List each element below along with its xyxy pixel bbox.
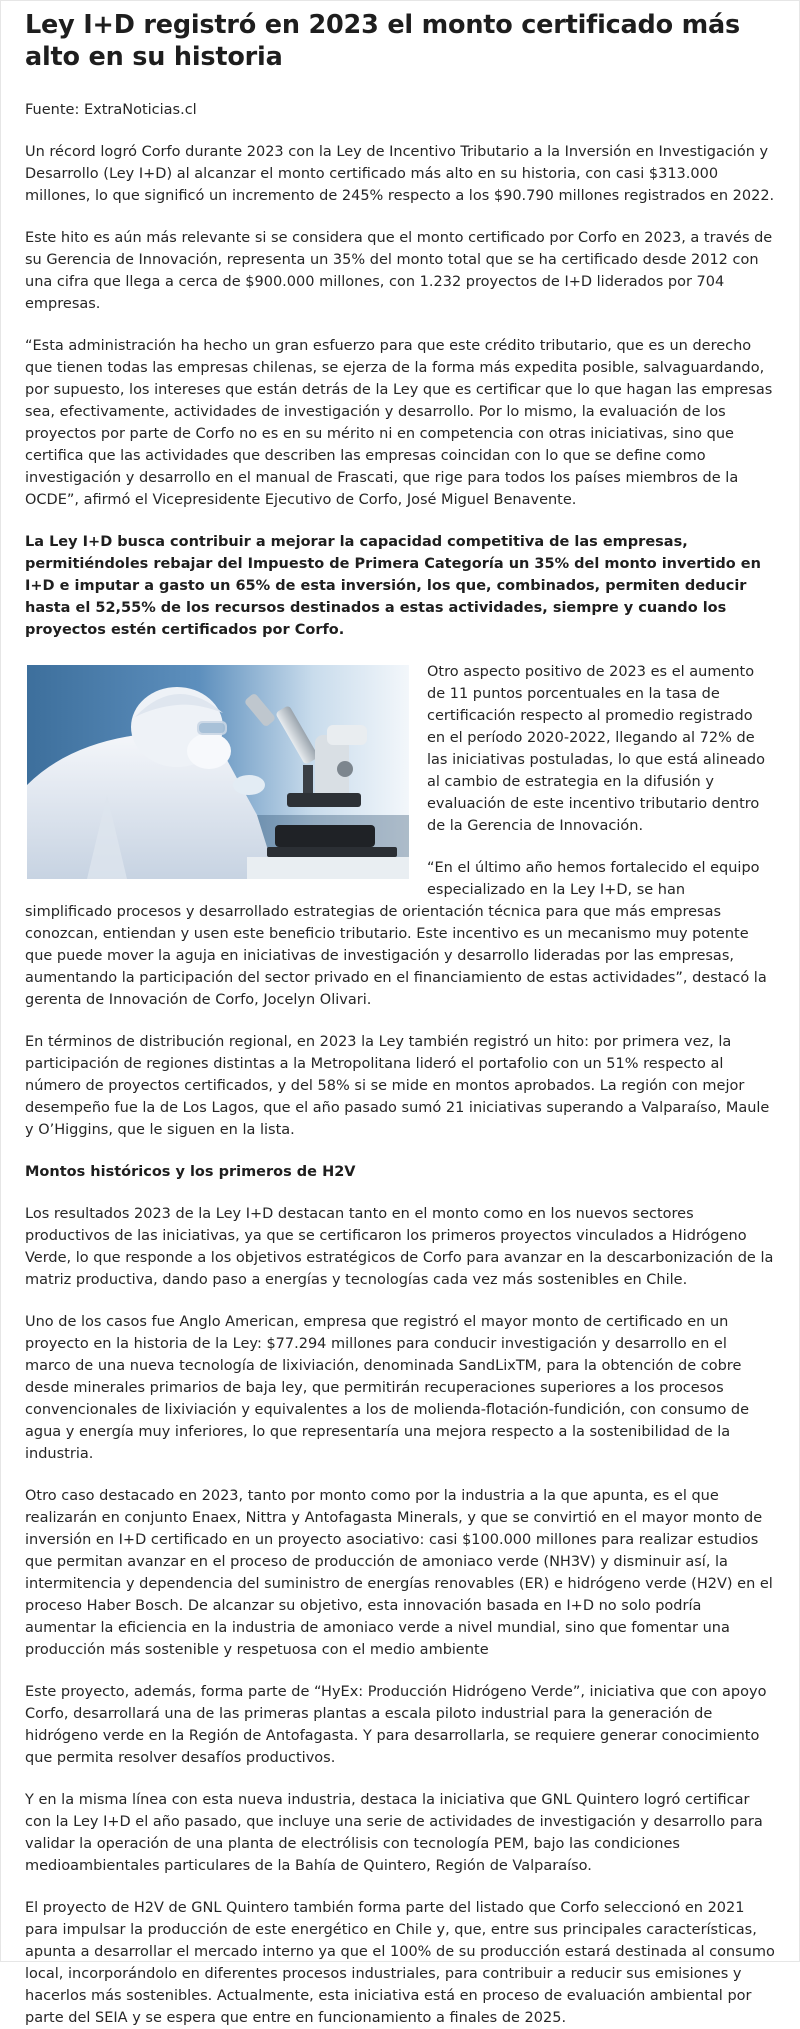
article-quote-paragraph: “En el último año hemos fortalecido el equipo especializado en la Ley I+D, se han simplificado procesos y desarrollado estrategias de orientación técnica para que más empresas conozcan, entiendan y usen este beneficio tributario. Este incentivo es un mecanismo muy potente que puede mover la aguja en iniciativas de investigación y desarrollo lideradas por las empresas, aumentando la participación del sector privado en el financiamiento de estas actividades”, destacó la gerenta de Innovación de Corfo, Jocelyn Olivari. <box>25 860 767 1008</box>
scientist-microscope-photo <box>27 665 409 879</box>
article-quote-paragraph: “Esta administración ha hecho un gran esfuerzo para que este crédito tributario, que es un derecho que tienen todas las empresas chilenas, se ejerza de la forma más expedita posible, salvaguardando, por supuesto, los intereses que están detrás de la Ley que es certificar que lo que hagan las empresas sea, efectivamente, actividades de investigación y desarrollo. Por lo mismo, la evaluación de los proyectos por parte de Corfo no es en su mérito ni en competencia con otras iniciativas, sino que certifica que las actividades que describen las empresas coincidan con lo que se define como investigación y desarrollo en el manual de Frascati, que rige para todos los países miembros de la OCDE”, afirmó el Vicepresidente Ejecutivo de Corfo, José Miguel Benavente. <box>25 338 773 508</box>
section-paragraph: Uno de los casos fue Anglo American, empresa que registró el mayor monto de certificado en un proyecto en la historia de la Ley: $77.294 millones para conducir investigación y desarrollo en el marco de una nueva tecnología de lixiviación, denominada SandLixTM, para la obtención de cobre desde minerales primarios de baja ley, que permitirán recuperaciones superiores a los procesos convencionales de lixiviación y equivalentes a los de molienda-flotación-fundición, con consumo de agua y energía muy inferiores, lo que representaría una mejora respecto a la sostenibilidad de la industria. <box>25 1314 750 1462</box>
section-paragraph: El proyecto de H2V de GNL Quintero también forma parte del listado que Corfo seleccionó en 2021 para impulsar la producción de este energético en Chile y, que, entre sus principales características, apunta a desarrollar el mercado interno ya que el 100% de su producción estará destinada al consumo local, incorporándolo en diferentes procesos industriales, para contribuir a reducir sus emisiones y hacerlos más sostenibles. Actualmente, esta iniciativa está en proceso de evaluación ambiental por parte del SEIA y se espera que entre en funcionamiento a finales de 2025. <box>25 1900 775 2026</box>
section-paragraph: Los resultados 2023 de la Ley I+D destacan tanto en el monto como en los nuevos sectores productivos de las iniciativas, ya que se certificaron los primeros proyectos vinculados a Hidrógeno Verde, lo que responde a los objetivos estratégicos de Corfo para avanzar en la descarbonización de la matriz productiva, dando paso a energías y tecnologías cada vez más sostenibles en Chile. <box>25 1206 774 1288</box>
section-paragraph: Y en la misma línea con esta nueva industria, destaca la iniciativa que GNL Quintero logró certificar con la Ley I+D el año pasado, que incluye una serie de actividades de investigación y desarrollo para validar la operación de una planta de electrólisis con tecnología PEM, bajo las condiciones medioambientales particulares de la Bahía de Quintero, Región de Valparaíso. <box>25 1792 763 1874</box>
article-paragraph: Un récord logró Corfo durante 2023 con la Ley de Incentivo Tributario a la Inversión en Investigación y Desarrollo (Ley I+D) al alcanzar el monto certificado más alto en su historia, con casi $313.000 millones, lo que significó un incremento de 245% respecto a los $90.790 millones registrados en 2022. <box>25 144 775 204</box>
scientist-microscope-image <box>27 665 409 879</box>
section-paragraph: Otro caso destacado en 2023, tanto por monto como por la industria a la que apunta, es el que realizarán en conjunto Enaex, Nittra y Antofagasta Minerals, y que se convirtió en el mayor monto de inversión en I+D certificado en un proyecto asociativo: casi $100.000 millones para realizar estudios que permitan avanzar en el proceso de producción de amoniaco verde (NH3V) y disminuir así, la intermitencia y dependencia del suministro de energías renovables (ER) e hidrógeno verde (H2V) en el proceso Haber Bosch. De alcanzar su objetivo, esta innovación basada en I+D no solo podría aumentar la eficiencia en la industria de amoniaco verde a nivel mundial, sino que fomentar una producción más sostenible y respetuosa con el medio ambiente <box>25 1488 773 1658</box>
article-title: Ley I+D registró en 2023 el monto certificado más alto en su historia <box>25 10 740 72</box>
article-paragraph: En términos de distribución regional, en 2023 la Ley también registró un hito: por primera vez, la participación de regiones distintas a la Metropolitana lideró el portafolio con un 51% respecto al número de proyectos certificados, y del 58% si se mide en montos aprobados. La región con mejor desempeño fue la de Los Lagos, que el año pasado sumó 21 iniciativas superando a Valparaíso, Maule y O’Higgins, que le siguen en la lista. <box>25 1034 770 1138</box>
article-source: Fuente: ExtraNoticias.cl <box>25 102 197 118</box>
section-heading: Montos históricos y los primeros de H2V <box>25 1164 356 1180</box>
article-highlight-paragraph: La Ley I+D busca contribuir a mejorar la capacidad competitiva de las empresas, permitiéndoles rebajar del Impuesto de Primera Categoría un 35% del monto invertido en I+D e imputar a gasto un 65% de esta inversión, los que, combinados, permiten deducir hasta el 52,55% de los recursos destinados a estas actividades, siempre y cuando los proyectos estén certificados por Corfo. <box>25 534 761 638</box>
article-paragraph: Este hito es aún más relevante si se considera que el monto certificado por Corfo en 2023, a través de su Gerencia de Innovación, representa un 35% del monto total que se ha certificado desde 2012 con una cifra que llega a cerca de $900.000 millones, con 1.232 proyectos de I+D liderados por 704 empresas. <box>25 230 773 312</box>
article-paragraph: Otro aspecto positivo de 2023 es el aumento de 11 puntos porcentuales en la tasa de certificación respecto al promedio registrado en el período 2020-2022, llegando al 72% de las iniciativas postuladas, lo que está alineado al cambio de estrategia en la difusión y evaluación de este incentivo tributario dentro de la Gerencia de Innovación. <box>427 664 765 834</box>
section-paragraph: Este proyecto, además, forma parte de “HyEx: Producción Hidrógeno Verde”, iniciativa que con apoyo Corfo, desarrollará una de las primeras plantas a escala piloto industrial para la generación de hidrógeno verde en la Región de Antofagasta. Y para desarrollarla, se requiere generar conocimiento que permita resolver desafíos productivos. <box>25 1684 767 1766</box>
